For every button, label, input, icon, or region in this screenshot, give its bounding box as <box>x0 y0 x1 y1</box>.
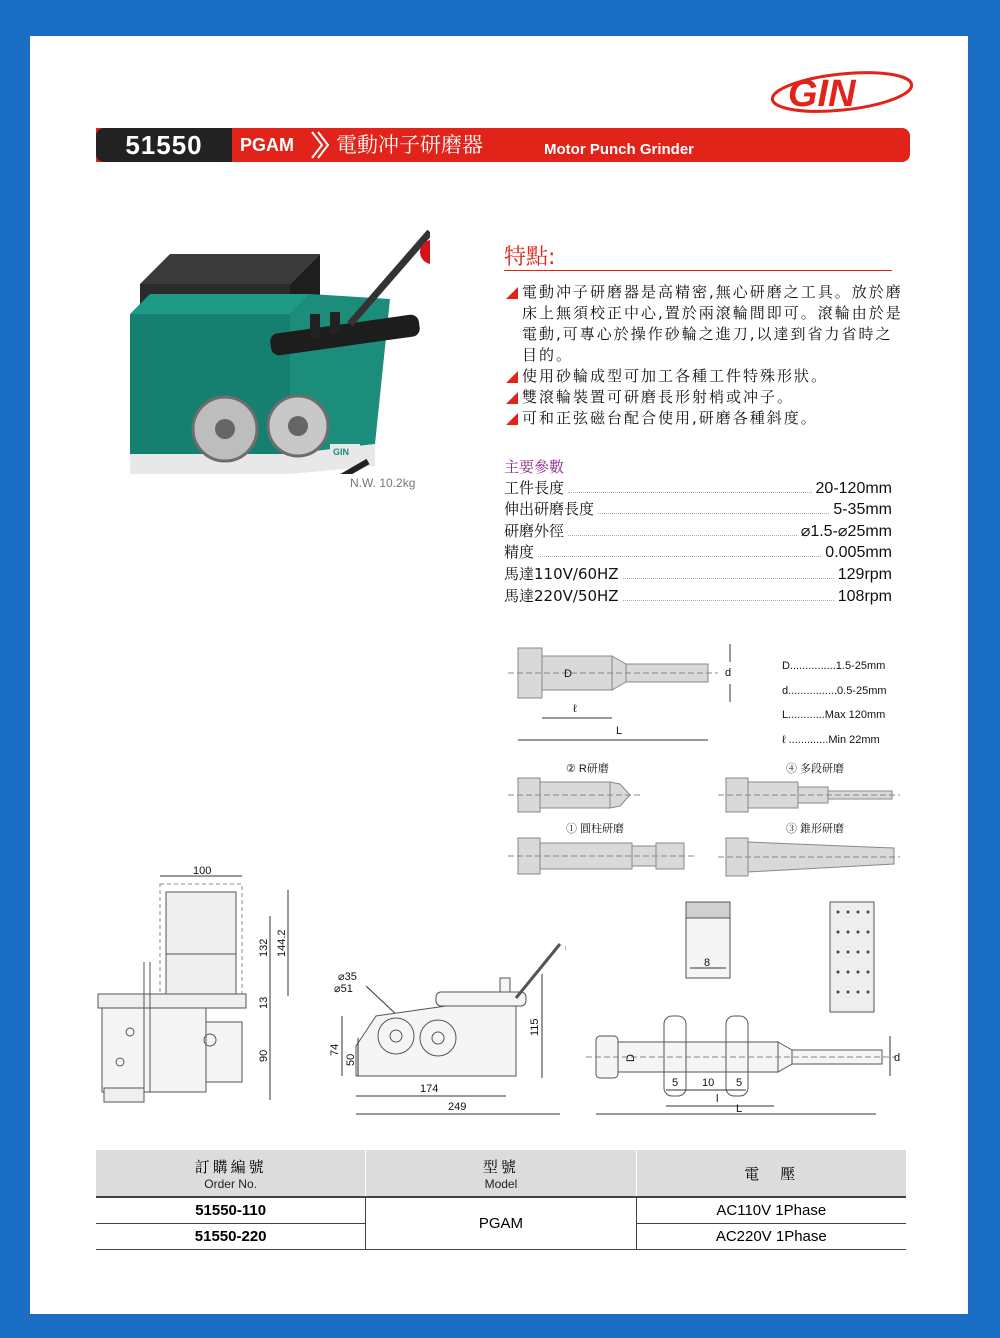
bullet-triangle-icon <box>506 413 518 425</box>
machine-label: GIN <box>333 447 350 457</box>
multi-grind-label: ④ 多段研磨 <box>786 763 845 775</box>
spec-label: 伸出研磨長度 <box>504 500 595 519</box>
spec-label: 精度 <box>504 543 535 562</box>
bullet-triangle-icon <box>506 371 518 383</box>
spec-value: 129rpm <box>837 565 892 583</box>
dim-74: 74 <box>329 1043 341 1056</box>
feature-text: 雙滾輪裝置可研磨長形射梢或冲子。 <box>522 388 795 406</box>
label-l-small: ℓ <box>573 703 577 715</box>
dim-132: 132 <box>258 938 270 957</box>
brand-logo <box>768 66 918 118</box>
spec-label: 馬達110V/60HZ <box>504 564 619 583</box>
label-L: L <box>616 725 623 737</box>
product-code: 51550 <box>96 128 232 162</box>
cyl-grind-label: ① 圓柱研磨 <box>566 823 625 835</box>
dim-D: D <box>625 1054 637 1062</box>
grinding-types <box>508 760 908 882</box>
header-order-no: 訂購編號 Order No. <box>96 1150 366 1197</box>
voltage-cell: AC220V 1Phase <box>636 1224 906 1250</box>
features-divider <box>504 270 892 271</box>
feature-item <box>504 408 904 429</box>
legend-item: L............Max 120mm <box>782 709 886 721</box>
specs-table <box>504 476 892 606</box>
feature-item <box>504 387 904 408</box>
spec-value: ⌀1.5-⌀25mm <box>800 522 892 540</box>
title-english: Motor Punch Grinder <box>544 141 694 158</box>
table-row <box>96 1197 906 1224</box>
punch-legend <box>782 654 887 752</box>
feature-text: 電動冲子研磨器是高精密,無心研磨之工具。放於磨床上無須校正中心,置於兩滾輪間即可。滾輪由於是電動,可專心於操作砂輪之進刀,以達到省力省時之目的。 <box>522 283 903 364</box>
dim-13: 13 <box>258 996 270 1009</box>
table-header-row <box>96 1150 906 1197</box>
legend-item: ℓ .............Min 22mm <box>782 733 880 746</box>
spec-value: 0.005mm <box>825 544 892 562</box>
taper-grind-label: ③ 錐形研磨 <box>786 823 845 835</box>
feature-item <box>504 366 904 387</box>
dim-10: 10 <box>702 1077 715 1089</box>
spec-label: 馬達220V/50HZ <box>504 586 619 605</box>
title-chinese: 電動冲子研磨器 <box>336 133 483 157</box>
spec-value: 5-35mm <box>833 501 892 519</box>
dim-L: L <box>736 1103 743 1115</box>
spec-row <box>504 541 892 563</box>
voltage-cell: AC110V 1Phase <box>636 1197 906 1224</box>
dim-d51: ⌀51 <box>334 983 353 995</box>
legend-item: D...............1.5-25mm <box>782 660 886 672</box>
dim-90: 90 <box>258 1049 270 1062</box>
features-list <box>504 282 904 429</box>
label-D: D <box>564 668 572 680</box>
punch-dimension-diagram <box>508 636 758 748</box>
specs-heading: 主要參數 <box>504 458 565 476</box>
order-number: 51550-220 <box>96 1224 366 1250</box>
dim-174: 174 <box>420 1083 439 1095</box>
net-weight: N.W. 10.2kg <box>350 476 416 490</box>
setup-drawing <box>586 896 906 1116</box>
spec-label: 工件長度 <box>504 478 565 497</box>
feature-item <box>504 282 904 366</box>
dim-249: 249 <box>448 1101 467 1113</box>
spec-row <box>504 498 892 520</box>
dim-d: d <box>894 1052 901 1064</box>
spec-value: 20-120mm <box>815 479 892 497</box>
dim-144: 144.2 <box>276 929 288 957</box>
dim-8: 8 <box>704 957 711 969</box>
dim-l: l <box>716 1093 719 1105</box>
logo-text: GIN <box>788 73 856 115</box>
dim-50: 50 <box>345 1053 357 1066</box>
order-number: 51550-110 <box>96 1197 366 1224</box>
side-view-drawing <box>316 926 566 1116</box>
spec-row <box>504 519 892 541</box>
dim-100: 100 <box>193 865 212 877</box>
dim-5a: 5 <box>672 1077 679 1089</box>
bullet-triangle-icon <box>506 392 518 404</box>
spec-label: 研磨外徑 <box>504 521 565 540</box>
order-table <box>96 1150 906 1250</box>
header-model: 型號 Model <box>366 1150 636 1197</box>
label-d: d <box>725 667 732 679</box>
spec-row <box>504 584 892 606</box>
product-photo <box>130 204 430 474</box>
catalog-page <box>30 36 968 1314</box>
model-tag: PGAM <box>240 135 294 155</box>
dim-5b: 5 <box>736 1077 743 1089</box>
front-view-drawing <box>90 862 300 1112</box>
model-cell: PGAM <box>366 1197 636 1250</box>
r-grind-label: ② R研磨 <box>566 763 609 775</box>
feature-text: 可和正弦磁台配合使用,研磨各種斜度。 <box>522 409 818 427</box>
feature-text: 使用砂輪成型可加工各種工件特殊形狀。 <box>522 367 829 385</box>
header-voltage: 電 壓 <box>636 1150 906 1197</box>
spec-row <box>504 562 892 584</box>
legend-item: d................0.5-25mm <box>782 684 887 697</box>
features-heading: 特點: <box>504 245 556 270</box>
dim-115: 115 <box>529 1018 541 1036</box>
spec-value: 108rpm <box>837 587 892 605</box>
dim-d35: ⌀35 <box>338 971 357 983</box>
bullet-triangle-icon <box>506 287 518 299</box>
spec-row <box>504 476 892 498</box>
